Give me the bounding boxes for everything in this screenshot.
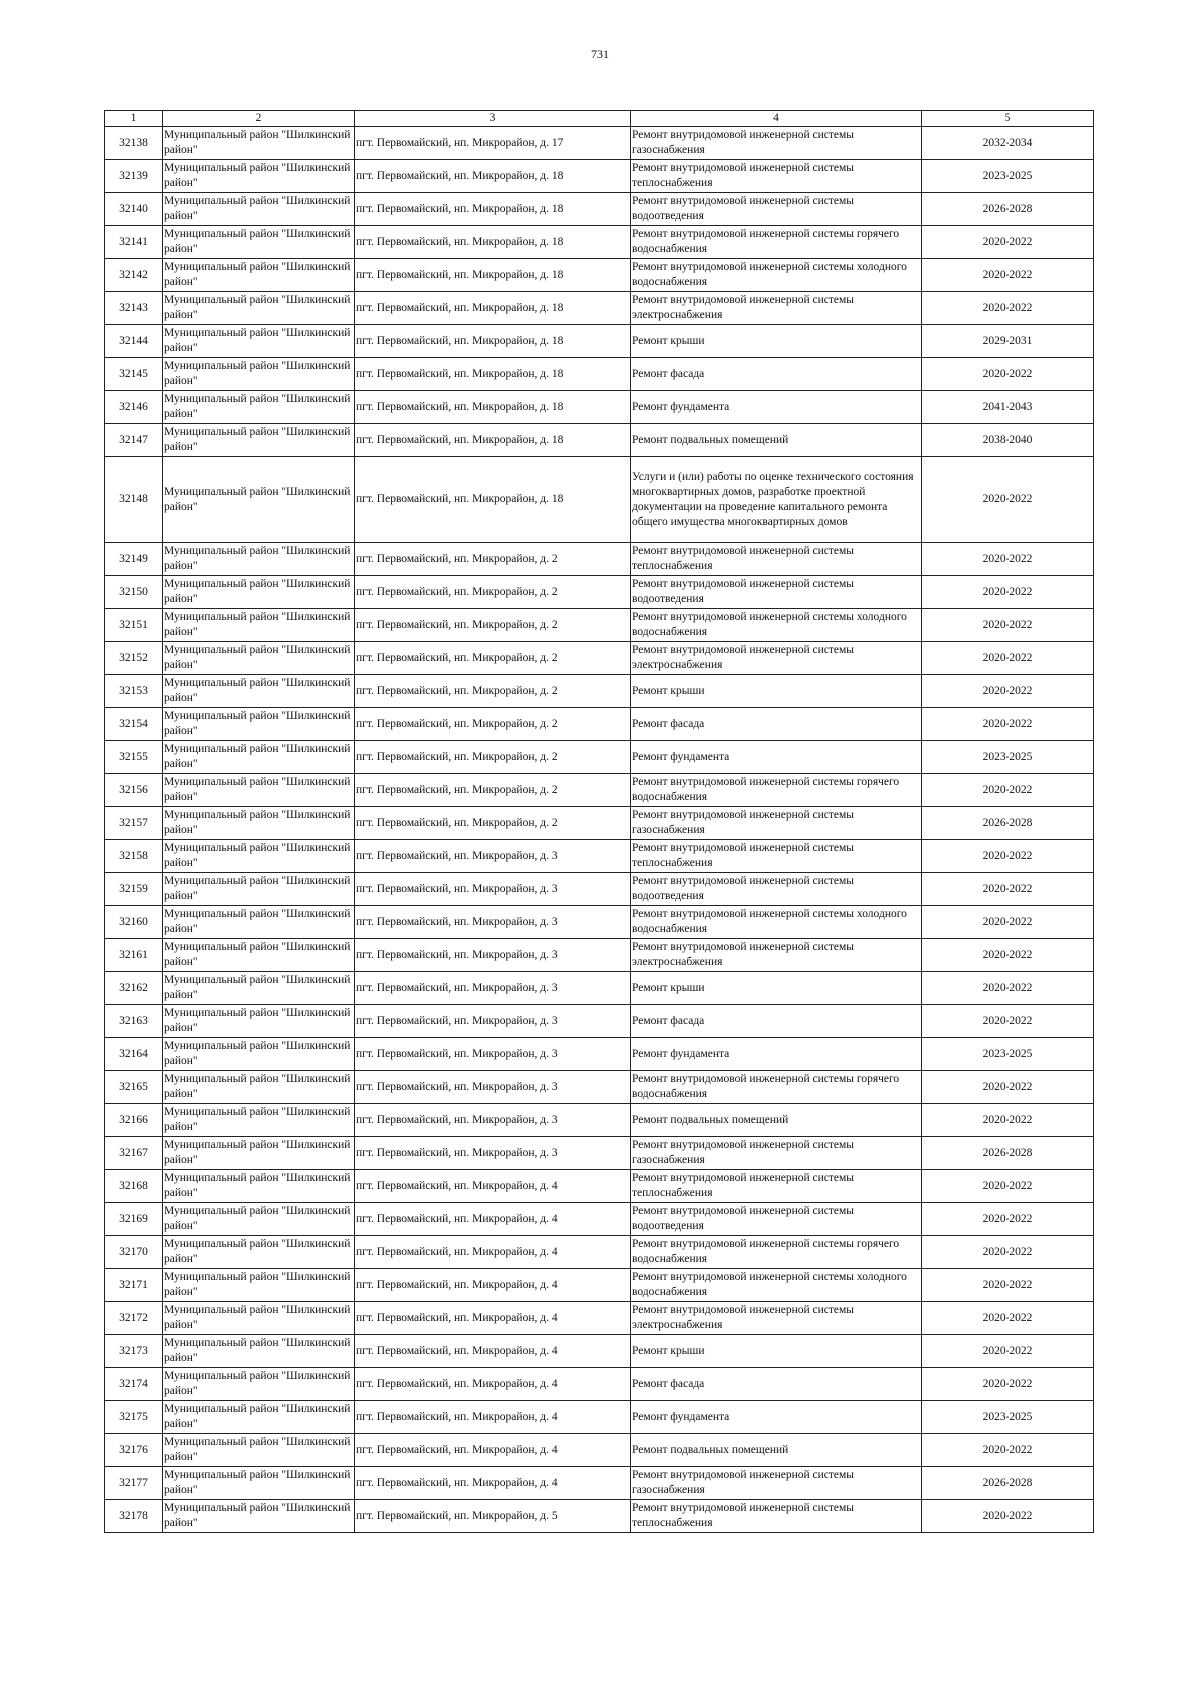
address-cell: пгт. Первомайский, нп. Микрорайон, д. 3 <box>355 972 631 1005</box>
period-cell: 2032-2034 <box>922 127 1094 160</box>
row-number-cell: 32156 <box>105 774 163 807</box>
municipality-cell: Муниципальный район "Шилкинский район" <box>163 1500 355 1533</box>
municipality-cell: Муниципальный район "Шилкинский район" <box>163 642 355 675</box>
municipality-cell: Муниципальный район "Шилкинский район" <box>163 259 355 292</box>
work-type-cell: Ремонт фасада <box>631 708 922 741</box>
period-cell: 2020-2022 <box>922 292 1094 325</box>
municipality-cell: Муниципальный район "Шилкинский район" <box>163 127 355 160</box>
row-number-cell: 32166 <box>105 1104 163 1137</box>
period-cell: 2026-2028 <box>922 807 1094 840</box>
address-cell: пгт. Первомайский, нп. Микрорайон, д. 4 <box>355 1203 631 1236</box>
table-row <box>105 873 1094 906</box>
table-row <box>105 1401 1094 1434</box>
period-cell: 2020-2022 <box>922 1434 1094 1467</box>
table-row <box>105 906 1094 939</box>
table-row <box>105 1434 1094 1467</box>
work-type-cell: Ремонт подвальных помещений <box>631 1434 922 1467</box>
address-cell: пгт. Первомайский, нп. Микрорайон, д. 2 <box>355 675 631 708</box>
period-cell: 2020-2022 <box>922 1005 1094 1038</box>
municipality-cell: Муниципальный район "Шилкинский район" <box>163 325 355 358</box>
work-type-cell: Ремонт фасада <box>631 1005 922 1038</box>
work-type-cell: Ремонт внутридомовой инженерной системы горячего водоснабжения <box>631 1236 922 1269</box>
repair-schedule-table <box>104 110 1094 1533</box>
work-type-cell: Ремонт внутридомовой инженерной системы холодного водоснабжения <box>631 259 922 292</box>
row-number-cell: 32153 <box>105 675 163 708</box>
work-type-cell: Ремонт внутридомовой инженерной системы электроснабжения <box>631 1302 922 1335</box>
table-row <box>105 1500 1094 1533</box>
municipality-cell: Муниципальный район "Шилкинский район" <box>163 873 355 906</box>
table-row <box>105 226 1094 259</box>
address-cell: пгт. Первомайский, нп. Микрорайон, д. 3 <box>355 873 631 906</box>
municipality-cell: Муниципальный район "Шилкинский район" <box>163 1203 355 1236</box>
address-cell: пгт. Первомайский, нп. Микрорайон, д. 5 <box>355 1500 631 1533</box>
work-type-cell: Ремонт внутридомовой инженерной системы горячего водоснабжения <box>631 774 922 807</box>
work-type-cell: Ремонт внутридомовой инженерной системы электроснабжения <box>631 642 922 675</box>
period-cell: 2023-2025 <box>922 1038 1094 1071</box>
row-number-cell: 32178 <box>105 1500 163 1533</box>
municipality-cell: Муниципальный район "Шилкинский район" <box>163 1269 355 1302</box>
work-type-cell: Ремонт внутридомовой инженерной системы водоотведения <box>631 1203 922 1236</box>
table-row <box>105 708 1094 741</box>
row-number-cell: 32175 <box>105 1401 163 1434</box>
municipality-cell: Муниципальный район "Шилкинский район" <box>163 807 355 840</box>
period-cell: 2020-2022 <box>922 642 1094 675</box>
work-type-cell: Ремонт фундамента <box>631 741 922 774</box>
municipality-cell: Муниципальный район "Шилкинский район" <box>163 391 355 424</box>
address-cell: пгт. Первомайский, нп. Микрорайон, д. 3 <box>355 1038 631 1071</box>
work-type-cell: Ремонт фундамента <box>631 391 922 424</box>
period-cell: 2020-2022 <box>922 873 1094 906</box>
address-cell: пгт. Первомайский, нп. Микрорайон, д. 18 <box>355 292 631 325</box>
row-number-cell: 32155 <box>105 741 163 774</box>
table-row <box>105 1038 1094 1071</box>
work-type-cell: Ремонт внутридомовой инженерной системы горячего водоснабжения <box>631 1071 922 1104</box>
row-number-cell: 32159 <box>105 873 163 906</box>
municipality-cell: Муниципальный район "Шилкинский район" <box>163 576 355 609</box>
work-type-cell: Ремонт внутридомовой инженерной системы электроснабжения <box>631 939 922 972</box>
work-type-cell: Ремонт внутридомовой инженерной системы теплоснабжения <box>631 1170 922 1203</box>
period-cell: 2020-2022 <box>922 1500 1094 1533</box>
period-cell: 2020-2022 <box>922 972 1094 1005</box>
municipality-cell: Муниципальный район "Шилкинский район" <box>163 424 355 457</box>
table-row <box>105 543 1094 576</box>
table-row <box>105 675 1094 708</box>
municipality-cell: Муниципальный район "Шилкинский район" <box>163 1368 355 1401</box>
municipality-cell: Муниципальный район "Шилкинский район" <box>163 1434 355 1467</box>
address-cell: пгт. Первомайский, нп. Микрорайон, д. 3 <box>355 906 631 939</box>
address-cell: пгт. Первомайский, нп. Микрорайон, д. 2 <box>355 807 631 840</box>
table-row <box>105 840 1094 873</box>
table-row <box>105 259 1094 292</box>
municipality-cell: Муниципальный район "Шилкинский район" <box>163 543 355 576</box>
municipality-cell: Муниципальный район "Шилкинский район" <box>163 160 355 193</box>
period-cell: 2023-2025 <box>922 160 1094 193</box>
work-type-cell: Ремонт подвальных помещений <box>631 1104 922 1137</box>
table-row <box>105 1071 1094 1104</box>
table-row <box>105 642 1094 675</box>
period-cell: 2020-2022 <box>922 1104 1094 1137</box>
address-cell: пгт. Первомайский, нп. Микрорайон, д. 18 <box>355 391 631 424</box>
table-row <box>105 1302 1094 1335</box>
row-number-cell: 32140 <box>105 193 163 226</box>
address-cell: пгт. Первомайский, нп. Микрорайон, д. 18 <box>355 226 631 259</box>
period-cell: 2020-2022 <box>922 939 1094 972</box>
work-type-cell: Ремонт внутридомовой инженерной системы газоснабжения <box>631 127 922 160</box>
table-row <box>105 391 1094 424</box>
table-row <box>105 1203 1094 1236</box>
row-number-cell: 32163 <box>105 1005 163 1038</box>
table-row <box>105 1236 1094 1269</box>
row-number-cell: 32143 <box>105 292 163 325</box>
table-row <box>105 1005 1094 1038</box>
table-row <box>105 741 1094 774</box>
table-row <box>105 972 1094 1005</box>
municipality-cell: Муниципальный район "Шилкинский район" <box>163 972 355 1005</box>
municipality-cell: Муниципальный район "Шилкинский район" <box>163 1038 355 1071</box>
address-cell: пгт. Первомайский, нп. Микрорайон, д. 4 <box>355 1236 631 1269</box>
work-type-cell: Ремонт фундамента <box>631 1038 922 1071</box>
municipality-cell: Муниципальный район "Шилкинский район" <box>163 1302 355 1335</box>
period-cell: 2020-2022 <box>922 840 1094 873</box>
row-number-cell: 32171 <box>105 1269 163 1302</box>
table-row <box>105 1368 1094 1401</box>
row-number-cell: 32139 <box>105 160 163 193</box>
table-row <box>105 576 1094 609</box>
period-cell: 2020-2022 <box>922 1203 1094 1236</box>
row-number-cell: 32173 <box>105 1335 163 1368</box>
table-row <box>105 127 1094 160</box>
municipality-cell: Муниципальный район "Шилкинский район" <box>163 1401 355 1434</box>
table-row <box>105 1335 1094 1368</box>
period-cell: 2026-2028 <box>922 1467 1094 1500</box>
address-cell: пгт. Первомайский, нп. Микрорайон, д. 2 <box>355 609 631 642</box>
table-row <box>105 939 1094 972</box>
address-cell: пгт. Первомайский, нп. Микрорайон, д. 4 <box>355 1335 631 1368</box>
address-cell: пгт. Первомайский, нп. Микрорайон, д. 18 <box>355 160 631 193</box>
table-row <box>105 1269 1094 1302</box>
period-cell: 2020-2022 <box>922 1335 1094 1368</box>
period-cell: 2020-2022 <box>922 457 1094 543</box>
work-type-cell: Ремонт крыши <box>631 1335 922 1368</box>
municipality-cell: Муниципальный район "Шилкинский район" <box>163 1170 355 1203</box>
work-type-cell: Ремонт фасада <box>631 358 922 391</box>
period-cell: 2029-2031 <box>922 325 1094 358</box>
address-cell: пгт. Первомайский, нп. Микрорайон, д. 18 <box>355 358 631 391</box>
address-cell: пгт. Первомайский, нп. Микрорайон, д. 4 <box>355 1401 631 1434</box>
column-header: 4 <box>631 111 922 127</box>
municipality-cell: Муниципальный район "Шилкинский район" <box>163 774 355 807</box>
page-number: 731 <box>591 47 609 61</box>
period-cell: 2041-2043 <box>922 391 1094 424</box>
period-cell: 2020-2022 <box>922 708 1094 741</box>
work-type-cell: Ремонт внутридомовой инженерной системы газоснабжения <box>631 807 922 840</box>
municipality-cell: Муниципальный район "Шилкинский район" <box>163 193 355 226</box>
period-cell: 2020-2022 <box>922 1302 1094 1335</box>
period-cell: 2020-2022 <box>922 1368 1094 1401</box>
municipality-cell: Муниципальный район "Шилкинский район" <box>163 1005 355 1038</box>
address-cell: пгт. Первомайский, нп. Микрорайон, д. 2 <box>355 708 631 741</box>
municipality-cell: Муниципальный район "Шилкинский район" <box>163 1335 355 1368</box>
period-cell: 2026-2028 <box>922 1137 1094 1170</box>
row-number-cell: 32150 <box>105 576 163 609</box>
row-number-cell: 32176 <box>105 1434 163 1467</box>
period-cell: 2020-2022 <box>922 358 1094 391</box>
work-type-cell: Ремонт внутридомовой инженерной системы теплоснабжения <box>631 840 922 873</box>
address-cell: пгт. Первомайский, нп. Микрорайон, д. 3 <box>355 1104 631 1137</box>
table-row <box>105 1170 1094 1203</box>
municipality-cell: Муниципальный район "Шилкинский район" <box>163 840 355 873</box>
address-cell: пгт. Первомайский, нп. Микрорайон, д. 4 <box>355 1434 631 1467</box>
column-header: 3 <box>355 111 631 127</box>
row-number-cell: 32145 <box>105 358 163 391</box>
period-cell: 2020-2022 <box>922 1236 1094 1269</box>
work-type-cell: Ремонт внутридомовой инженерной системы газоснабжения <box>631 1467 922 1500</box>
row-number-cell: 32165 <box>105 1071 163 1104</box>
work-type-cell: Ремонт крыши <box>631 325 922 358</box>
municipality-cell: Муниципальный район "Шилкинский район" <box>163 358 355 391</box>
row-number-cell: 32162 <box>105 972 163 1005</box>
period-cell: 2020-2022 <box>922 774 1094 807</box>
address-cell: пгт. Первомайский, нп. Микрорайон, д. 3 <box>355 1071 631 1104</box>
municipality-cell: Муниципальный район "Шилкинский район" <box>163 741 355 774</box>
work-type-cell: Ремонт внутридомовой инженерной системы холодного водоснабжения <box>631 906 922 939</box>
row-number-cell: 32174 <box>105 1368 163 1401</box>
work-type-cell: Ремонт фундамента <box>631 1401 922 1434</box>
address-cell: пгт. Первомайский, нп. Микрорайон, д. 18 <box>355 457 631 543</box>
row-number-cell: 32157 <box>105 807 163 840</box>
work-type-cell: Ремонт внутридомовой инженерной системы горячего водоснабжения <box>631 226 922 259</box>
address-cell: пгт. Первомайский, нп. Микрорайон, д. 2 <box>355 642 631 675</box>
table-row <box>105 325 1094 358</box>
municipality-cell: Муниципальный район "Шилкинский район" <box>163 292 355 325</box>
row-number-cell: 32146 <box>105 391 163 424</box>
address-cell: пгт. Первомайский, нп. Микрорайон, д. 4 <box>355 1302 631 1335</box>
row-number-cell: 32164 <box>105 1038 163 1071</box>
table-row <box>105 358 1094 391</box>
column-header: 5 <box>922 111 1094 127</box>
address-cell: пгт. Первомайский, нп. Микрорайон, д. 4 <box>355 1170 631 1203</box>
table-row <box>105 193 1094 226</box>
municipality-cell: Муниципальный район "Шилкинский район" <box>163 906 355 939</box>
row-number-cell: 32172 <box>105 1302 163 1335</box>
address-cell: пгт. Первомайский, нп. Микрорайон, д. 18 <box>355 259 631 292</box>
row-number-cell: 32154 <box>105 708 163 741</box>
municipality-cell: Муниципальный район "Шилкинский район" <box>163 1104 355 1137</box>
row-number-cell: 32142 <box>105 259 163 292</box>
column-header: 2 <box>163 111 355 127</box>
municipality-cell: Муниципальный район "Шилкинский район" <box>163 609 355 642</box>
work-type-cell: Ремонт крыши <box>631 972 922 1005</box>
row-number-cell: 32147 <box>105 424 163 457</box>
work-type-cell: Ремонт фасада <box>631 1368 922 1401</box>
row-number-cell: 32167 <box>105 1137 163 1170</box>
row-number-cell: 32141 <box>105 226 163 259</box>
address-cell: пгт. Первомайский, нп. Микрорайон, д. 3 <box>355 840 631 873</box>
municipality-cell: Муниципальный район "Шилкинский район" <box>163 226 355 259</box>
row-number-cell: 32158 <box>105 840 163 873</box>
work-type-cell: Ремонт внутридомовой инженерной системы теплоснабжения <box>631 160 922 193</box>
table-header-row <box>105 111 1094 127</box>
address-cell: пгт. Первомайский, нп. Микрорайон, д. 18 <box>355 325 631 358</box>
municipality-cell: Муниципальный район "Шилкинский район" <box>163 939 355 972</box>
row-number-cell: 32170 <box>105 1236 163 1269</box>
address-cell: пгт. Первомайский, нп. Микрорайон, д. 2 <box>355 741 631 774</box>
work-type-cell: Ремонт внутридомовой инженерной системы газоснабжения <box>631 1137 922 1170</box>
municipality-cell: Муниципальный район "Шилкинский район" <box>163 1137 355 1170</box>
row-number-cell: 32144 <box>105 325 163 358</box>
table-row <box>105 774 1094 807</box>
work-type-cell: Ремонт внутридомовой инженерной системы водоотведения <box>631 873 922 906</box>
work-type-cell: Ремонт крыши <box>631 675 922 708</box>
row-number-cell: 32138 <box>105 127 163 160</box>
row-number-cell: 32152 <box>105 642 163 675</box>
work-type-cell: Ремонт подвальных помещений <box>631 424 922 457</box>
table-row <box>105 807 1094 840</box>
address-cell: пгт. Первомайский, нп. Микрорайон, д. 2 <box>355 543 631 576</box>
period-cell: 2020-2022 <box>922 609 1094 642</box>
period-cell: 2020-2022 <box>922 1071 1094 1104</box>
table-row <box>105 424 1094 457</box>
table-row <box>105 160 1094 193</box>
row-number-cell: 32169 <box>105 1203 163 1236</box>
work-type-cell: Ремонт внутридомовой инженерной системы водоотведения <box>631 193 922 226</box>
table-row <box>105 1104 1094 1137</box>
table-row <box>105 1137 1094 1170</box>
address-cell: пгт. Первомайский, нп. Микрорайон, д. 17 <box>355 127 631 160</box>
table-row <box>105 457 1094 543</box>
address-cell: пгт. Первомайский, нп. Микрорайон, д. 4 <box>355 1368 631 1401</box>
period-cell: 2020-2022 <box>922 543 1094 576</box>
municipality-cell: Муниципальный район "Шилкинский район" <box>163 1236 355 1269</box>
work-type-cell: Ремонт внутридомовой инженерной системы холодного водоснабжения <box>631 1269 922 1302</box>
period-cell: 2020-2022 <box>922 259 1094 292</box>
work-type-cell: Ремонт внутридомовой инженерной системы теплоснабжения <box>631 1500 922 1533</box>
table-row <box>105 1467 1094 1500</box>
address-cell: пгт. Первомайский, нп. Микрорайон, д. 18 <box>355 193 631 226</box>
municipality-cell: Муниципальный район "Шилкинский район" <box>163 1467 355 1500</box>
municipality-cell: Муниципальный район "Шилкинский район" <box>163 708 355 741</box>
address-cell: пгт. Первомайский, нп. Микрорайон, д. 4 <box>355 1269 631 1302</box>
municipality-cell: Муниципальный район "Шилкинский район" <box>163 675 355 708</box>
address-cell: пгт. Первомайский, нп. Микрорайон, д. 2 <box>355 576 631 609</box>
period-cell: 2023-2025 <box>922 741 1094 774</box>
period-cell: 2020-2022 <box>922 675 1094 708</box>
work-type-cell: Ремонт внутридомовой инженерной системы электроснабжения <box>631 292 922 325</box>
period-cell: 2026-2028 <box>922 193 1094 226</box>
address-cell: пгт. Первомайский, нп. Микрорайон, д. 3 <box>355 939 631 972</box>
period-cell: 2020-2022 <box>922 1269 1094 1302</box>
work-type-cell: Ремонт внутридомовой инженерной системы водоотведения <box>631 576 922 609</box>
table-row <box>105 609 1094 642</box>
row-number-cell: 32148 <box>105 457 163 543</box>
work-type-cell: Ремонт внутридомовой инженерной системы холодного водоснабжения <box>631 609 922 642</box>
address-cell: пгт. Первомайский, нп. Микрорайон, д. 2 <box>355 774 631 807</box>
table-body <box>105 127 1094 1533</box>
address-cell: пгт. Первомайский, нп. Микрорайон, д. 3 <box>355 1005 631 1038</box>
column-header: 1 <box>105 111 163 127</box>
row-number-cell: 32160 <box>105 906 163 939</box>
period-cell: 2020-2022 <box>922 226 1094 259</box>
period-cell: 2020-2022 <box>922 1170 1094 1203</box>
address-cell: пгт. Первомайский, нп. Микрорайон, д. 3 <box>355 1137 631 1170</box>
period-cell: 2038-2040 <box>922 424 1094 457</box>
address-cell: пгт. Первомайский, нп. Микрорайон, д. 4 <box>355 1467 631 1500</box>
row-number-cell: 32168 <box>105 1170 163 1203</box>
period-cell: 2023-2025 <box>922 1401 1094 1434</box>
row-number-cell: 32177 <box>105 1467 163 1500</box>
period-cell: 2020-2022 <box>922 576 1094 609</box>
row-number-cell: 32161 <box>105 939 163 972</box>
work-type-cell: Услуги и (или) работы по оценке технического состояния многоквартирных домов, разработке проектной документации на проведение капитального ремонта общего имущества многоквартирных домов <box>631 457 922 543</box>
municipality-cell: Муниципальный район "Шилкинский район" <box>163 1071 355 1104</box>
municipality-cell: Муниципальный район "Шилкинский район" <box>163 457 355 543</box>
period-cell: 2020-2022 <box>922 906 1094 939</box>
address-cell: пгт. Первомайский, нп. Микрорайон, д. 18 <box>355 424 631 457</box>
work-type-cell: Ремонт внутридомовой инженерной системы теплоснабжения <box>631 543 922 576</box>
row-number-cell: 32149 <box>105 543 163 576</box>
table-row <box>105 292 1094 325</box>
row-number-cell: 32151 <box>105 609 163 642</box>
